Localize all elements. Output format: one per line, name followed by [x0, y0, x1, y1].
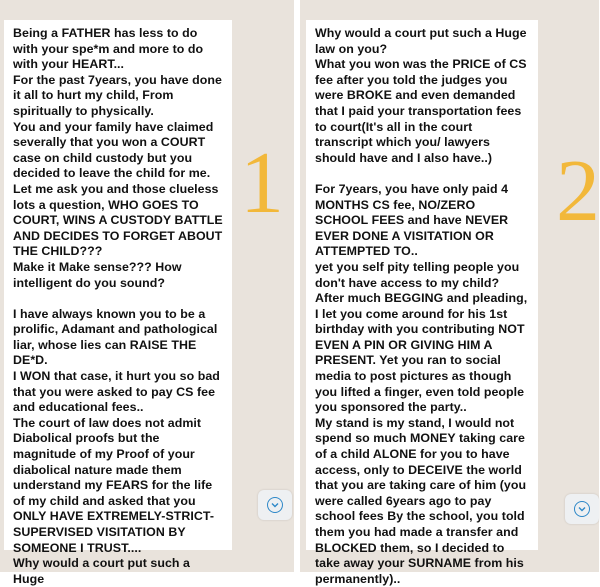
message-bubble: Being a FATHER has less to do with your spe*m and more to do with your HEART... For the past 7years, you have done it all to hurt my child, From spiritually to physically. You and your family have claimed severally that you won a COURT case on child custody but you decided to leave the child for me. Let me ask you and those clueless lots a question, WHO GOES TO COURT, WINS A CUSTODY BATTLE AND DECIDES TO FORGET ABOUT THE CHILD??? Make it Make sense??? How intelligent do you sound? I have always known you to be a prolific, Adamant and pathological liar, whose lies can RAISE THE DE*D. I WON that case, it hurt you so bad that you were asked to pay CS fee and educational fees.. The court of law does not admit Diabolical proofs but the magnitude of my Proof of your diabolical nature made them understand my FEARS for the life of my child and asked that you ONLY HAVE EXTREMELY-STRICT-SUPERVISED VISITATION BY SOMEONE I TRUST.... Why would a court put such a Huge [4, 20, 232, 550]
chevron-down-icon [267, 497, 283, 513]
message-bubble: Why would a court put such a Huge law on you? What you won was the PRICE of CS fee after you told the judges you were BROKE and even demanded that I paid your transportation fees to court(It's all in the court transcript which you/ lawyers should have and I also have..) For 7years, you have only paid 4 MONTHS CS fee, NO/ZERO SCHOOL FEES and have NEVER EVER DONE A VISITATION OR ATTEMPTED TO.. yet you self pity telling people you don't have access to my child? After much BEGGING and pleading, I let you come around for his 1st birthday with you contributing NOT EVEN A PIN OR GIVING HIM A PRESENT. Yet you ran to social media to post pictures as though you lifted a finger, even told people you sponsored the party.. My stand is my stand, I would not spend so much MONEY taking care of a child ALONE for you to have access, only to DECEIVE the world that you are taking care of him (you were called 6years ago to pay school fees By the school, you told them you had made a transfer and BLOCKED them, so I decided to take away your SURNAME from his permanently).. [306, 20, 538, 550]
scroll-down-button[interactable] [258, 490, 292, 520]
scroll-down-button[interactable] [565, 494, 599, 524]
panel-number-label: 2 [556, 143, 600, 240]
chevron-down-icon [574, 501, 590, 517]
screenshot-panel-1 [0, 0, 294, 586]
panel-number-label: 1 [240, 135, 284, 232]
screenshot-panel-2 [300, 0, 600, 586]
